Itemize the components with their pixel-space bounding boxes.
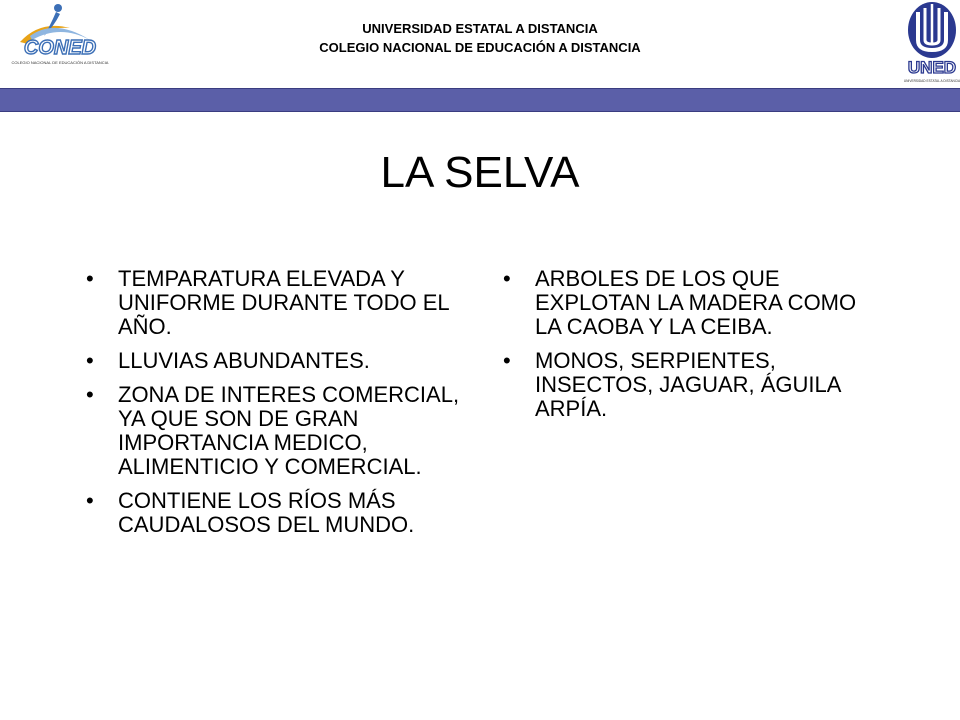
header-band (0, 88, 960, 112)
list-item: • CONTIENE LOS RÍOS MÁS CAUDALOSOS DEL MUNDO. (80, 489, 468, 537)
header-college: COLEGIO NACIONAL DE EDUCACIÓN A DISTANCIA (319, 40, 641, 55)
coned-logo-subtext: COLEGIO NACIONAL DE EDUCACIÓN A DISTANCIA (11, 60, 109, 65)
uned-logo-text: UNED (907, 58, 957, 77)
right-bullet-list (497, 267, 877, 431)
list-item: • ZONA DE INTERES COMERCIAL, YA QUE SON DE GRAN IMPORTANCIA MEDICO, ALIMENTICIO Y COMERCIAL. (80, 383, 468, 479)
coned-logo (0, 0, 110, 72)
list-item: • TEMPARATURA ELEVADA Y UNIFORME DURANTE TODO EL AÑO. (80, 267, 468, 339)
slide-title: LA SELVA (380, 148, 580, 197)
list-item: • MONOS, SERPIENTES, INSECTOS, JAGUAR, ÁGUILA ARPÍA. (497, 349, 877, 421)
list-item: • ARBOLES DE LOS QUE EXPLOTAN LA MADERA COMO LA CAOBA Y LA CEIBA. (497, 267, 877, 339)
left-bullet-list (80, 267, 468, 547)
uned-logo-subtext: UNIVERSIDAD ESTATAL A DISTANCIA (903, 79, 960, 83)
list-item: • LLUVIAS ABUNDANTES. (80, 349, 468, 373)
coned-logo-text: CONED (23, 37, 97, 59)
uned-logo (900, 0, 960, 90)
header-university: UNIVERSIDAD ESTATAL A DISTANCIA (362, 21, 598, 36)
